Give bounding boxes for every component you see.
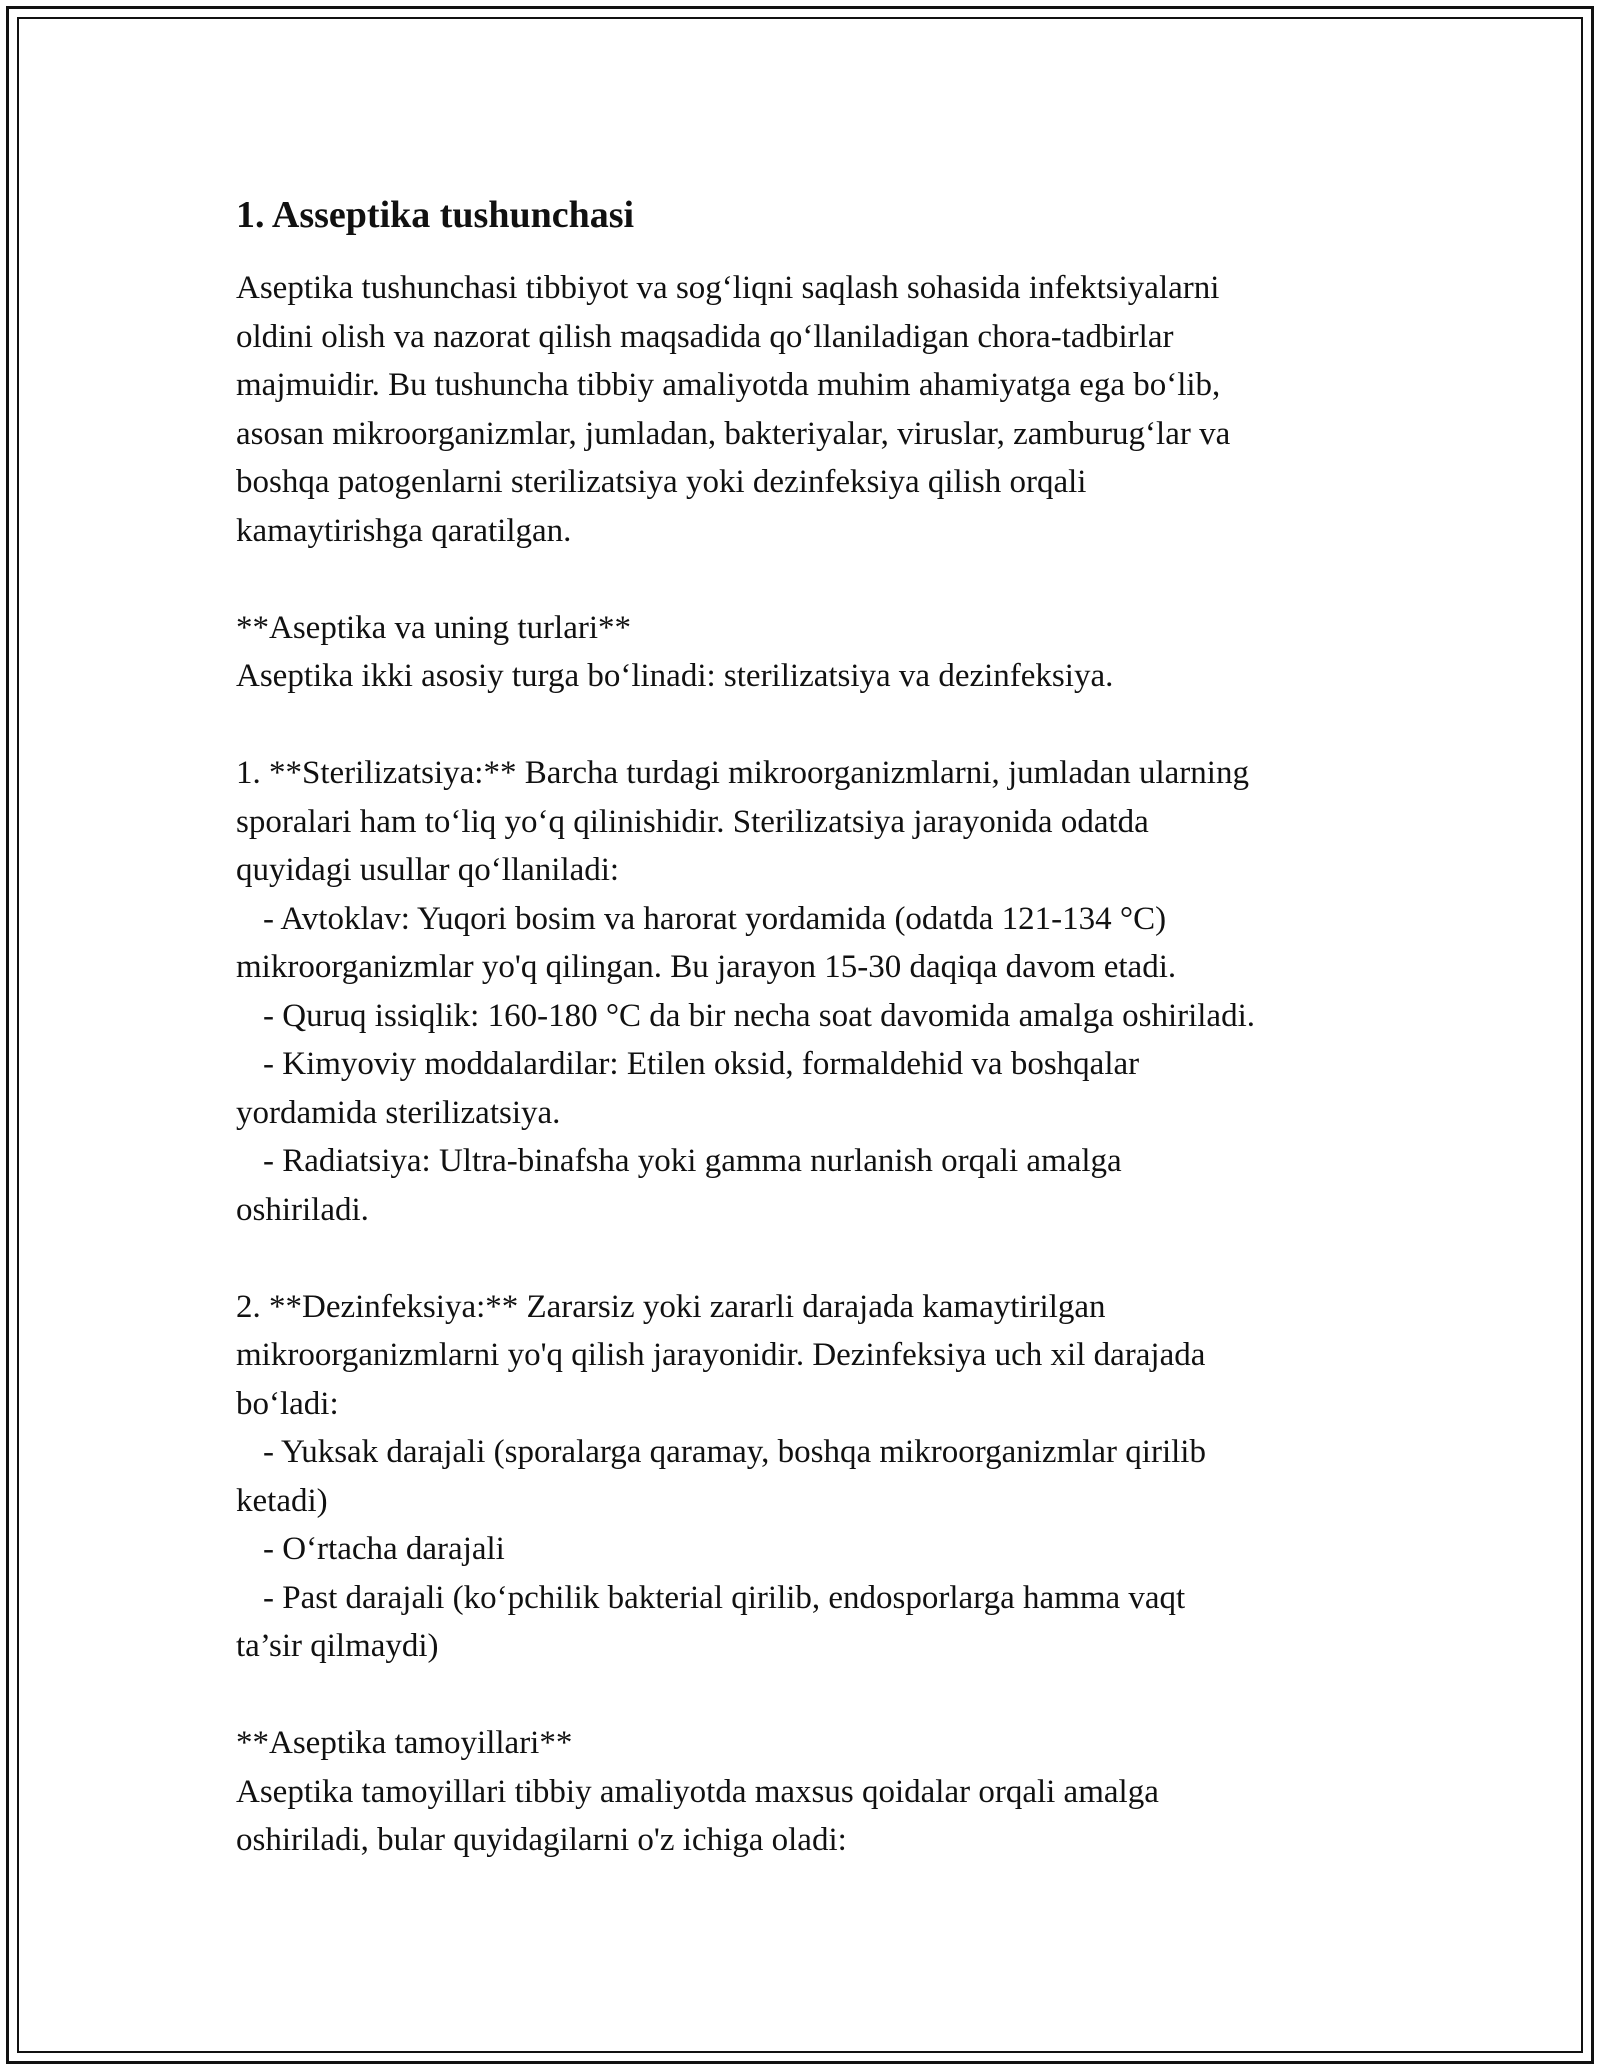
intro-line: boshqa patogenlarni sterilizatsiya yoki dezinfeksiya qilish orqali <box>236 464 1087 500</box>
types-section <box>236 604 1366 701</box>
sterilization-item: - Radiatsiya: Ultra-binafsha yoki gamma nurlanish orqali amalga <box>263 1143 1122 1179</box>
document-body <box>236 190 1366 1865</box>
sterilization-item-cont: mikroorganizmlar yo'q qilingan. Bu jarayon 15-30 daqiqa davom etadi. <box>236 949 1177 985</box>
intro-line: Aseptika tushunchasi tibbiyot va sog‘liqni saqlash sohasida infektsiyalarni <box>236 270 1220 306</box>
disinfection-line: 2. **Dezinfeksiya:** Zararsiz yoki zararli darajada kamaytirilgan <box>236 1288 1106 1325</box>
intro-paragraph <box>236 264 1366 555</box>
intro-line: asosan mikroorganizmlar, jumladan, bakteriyalar, viruslar, zamburug‘lar va <box>236 415 1231 452</box>
sterilization-item-cont: yordamida sterilizatsiya. <box>236 1094 561 1131</box>
paragraph-gap <box>236 555 1366 604</box>
disinfection-section <box>236 1283 1366 1671</box>
types-text: Aseptika ikki asosiy turga bo‘linadi: sterilizatsiya va dezinfeksiya. <box>236 658 1114 694</box>
principles-section <box>236 1719 1366 1865</box>
disinfection-line: bo‘ladi: <box>236 1385 339 1422</box>
sterilization-section <box>236 749 1366 1234</box>
disinfection-line: mikroorganizmlarni yo'q qilish jarayonidir. Dezinfeksiya uch xil darajada <box>236 1337 1206 1373</box>
intro-line: oldini olish va nazorat qilish maqsadida qo‘llaniladigan chora-tadbirlar <box>236 318 1174 355</box>
principles-heading: **Aseptika tamoyillari** <box>236 1725 573 1761</box>
disinfection-item: - Yuksak darajali (sporalarga qaramay, boshqa mikroorganizmlar qirilib <box>263 1434 1206 1470</box>
disinfection-item-cont: ketadi) <box>236 1482 328 1519</box>
disinfection-item: - Past darajali (ko‘pchilik bakterial qirilib, endosporlarga hamma vaqt <box>263 1579 1186 1616</box>
principles-line: oshiriladi, bular quyidagilarni o'z ichiga oladi: <box>236 1822 847 1858</box>
disinfection-item: - O‘rtacha darajali <box>263 1531 505 1567</box>
paragraph-gap <box>236 1671 1366 1720</box>
sterilization-line: sporalari ham to‘liq yo‘q qilinishidir. Sterilizatsiya jarayonida odatda <box>236 803 1149 840</box>
intro-line: kamaytirishga qaratilgan. <box>236 512 572 549</box>
paragraph-gap <box>236 1234 1366 1283</box>
disinfection-item-cont: ta’sir qilmaydi) <box>236 1628 439 1664</box>
sterilization-item-cont: oshiriladi. <box>236 1191 369 1228</box>
paragraph-gap <box>236 701 1366 750</box>
principles-line: Aseptika tamoyillari tibbiy amaliyotda maxsus qoidalar orqali amalga <box>236 1773 1159 1810</box>
intro-line: majmuidir. Bu tushuncha tibbiy amaliyotda muhim ahamiyatga ega bo‘lib, <box>236 367 1221 403</box>
sterilization-line: 1. **Sterilizatsiya:** Barcha turdagi mikroorganizmlarni, jumladan ularning <box>236 755 1249 791</box>
sterilization-item: - Kimyoviy moddalardilar: Etilen oksid, formaldehid va boshqalar <box>263 1046 1140 1082</box>
sterilization-item: - Quruq issiqlik: 160-180 °C da bir necha soat davomida amalga oshiriladi. <box>263 997 1255 1034</box>
document-title: 1. Asseptika tushunchasi <box>236 194 635 236</box>
sterilization-line: quyidagi usullar qo‘llaniladi: <box>236 852 620 888</box>
sterilization-item: - Avtoklav: Yuqori bosim va harorat yordamida (odatda 121-134 °C) <box>263 900 1167 937</box>
types-heading: **Aseptika va uning turlari** <box>236 609 632 646</box>
